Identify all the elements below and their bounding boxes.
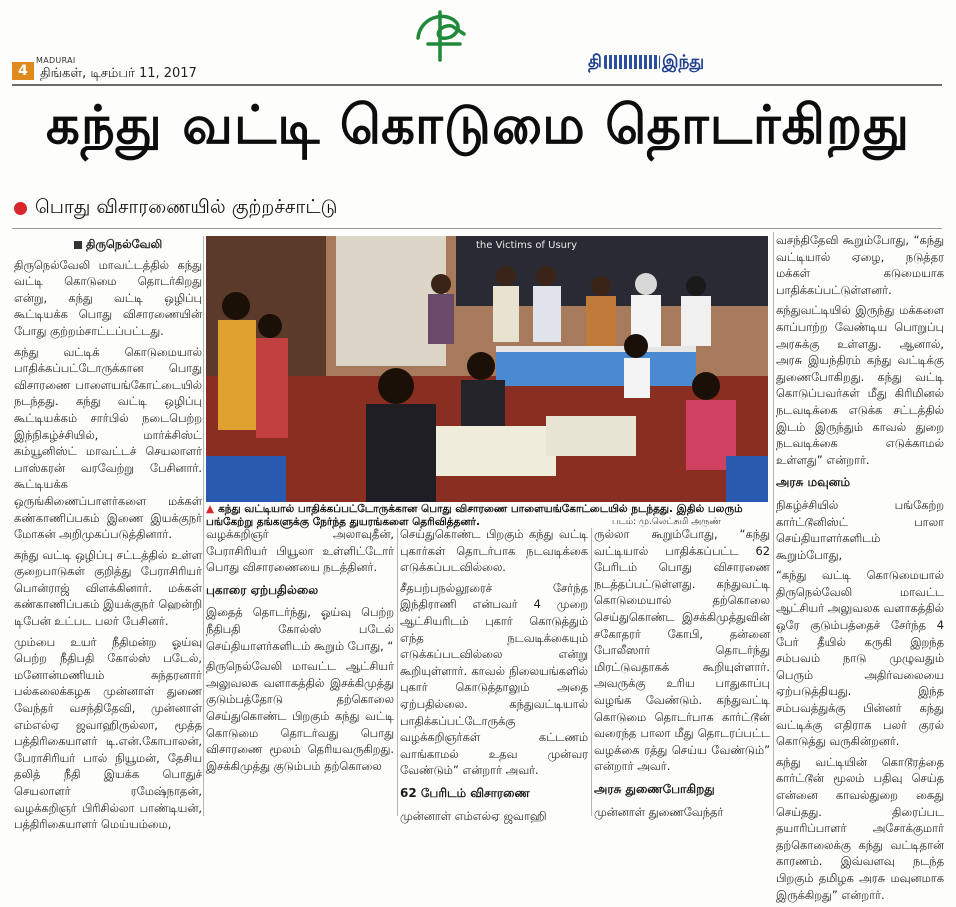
column-divider bbox=[591, 528, 592, 816]
column-divider bbox=[397, 528, 398, 816]
article-column-1 bbox=[14, 236, 202, 837]
paragraph: ருல்லா கூறும்போது, “கந்து வட்டியால் பாதிக்கப்பட்ட 62 பேரிடம் பொது விசாரணை நடத்தப்பட்டுள்ளது. கந்துவட்டி கொடுமையால் தற்கொலை செய்துகொண்ட இசக்கிமுத்துவின் சகோதரர் கோபி, தன்னை போலீஸார் தொடர்ந்து மிரட்டுவதாகக் கூறியுள்ளார். அவருக்கு உரிய பாதுகாப்பு வழங்க வேண்டும். கந்துவட்டி கொடுமை தொடர்பாக கார்ட்டூன் வரைந்த பாலா மீது தொடரப்பட்ட வழக்கை ரத்து செய்ய வேண்டும்” என்றார் அவர். bbox=[594, 527, 770, 774]
brand-logo-icon bbox=[604, 55, 660, 69]
banner-text: the Victims of Usury bbox=[476, 240, 578, 251]
paragraph: “கந்து வட்டி கொடுமையால் திருநெல்வேலி மாவட்ட ஆட்சியர் அலுவலக வளாகத்தில் ஒரே குடும்பத்தைச் சேர்ந்த 4 பேர் தீயில் கருகி இறந்த சம்பவம் நாடு முழுவதும் பெரும் அதிர்வலையை ஏற்படுத்தியது. இந்த சம்பவத்துக்கு பின்னர் கந்து வட்டிக்கு எதிராக பலர் குரல் கொடுத்து வருகின்றனர். bbox=[776, 568, 945, 749]
masthead-rule bbox=[12, 84, 942, 86]
dateline: திருநெல்வேலி bbox=[14, 236, 202, 253]
paragraph: மும்பை உயர் நீதிமன்ற ஓய்வு பெற்ற நீதிபதி கோல்ஸ் படேல், மனோன்மணியம் சுந்தரனார் பல்கலைக்கழக முன்னாள் துணை வேந்தர் வசந்திதேவி, முன்னாள் எம்எல்ஏ ஜவாஹிருல்லா, மூத்த பத்திரிகையாளர் டி.என்.கோபாலன், பேராசிரியர் பால் நியூமன், தேசிய தலித் நீதி இயக்க பொதுச் செயலாளர் ரமேஷ்நாதன், வழக்கறிஞர் பிரிசில்லா பாண்டியன், பத்திரிகையாளர் மெய்யம்மை, bbox=[14, 634, 202, 832]
subhead-rule bbox=[12, 228, 942, 229]
subheadline-text: பொது விசாரணையில் குற்றச்சாட்டு bbox=[35, 196, 338, 218]
crosshead: அரசு மவுனம் bbox=[776, 475, 850, 490]
caption-triangle-icon: ▲ bbox=[206, 503, 215, 515]
page-number: 4 bbox=[12, 62, 34, 80]
paragraph: சீதபற்பநல்லூரைச் சேர்ந்த இந்திராணி என்பவர் 4 முறை ஆட்சியரிடம் புகார் கொடுத்தும் எந்த நடவடிக்கையும் எடுக்கப்படவில்லை என்று கூறியுள்ளார். காவல் நிலையங்களில் புகார் கொடுத்தாலும் அதை ஏற்பதில்லை. கந்துவட்டியால் பாதிக்கப்பட்டோருக்கு வழக்கறிஞர்கள் கட்டணம் வாங்காமல் உதவ முன்வர வேண்டும்” என்றார் அவர். bbox=[400, 580, 588, 778]
article-column-5 bbox=[776, 232, 944, 907]
edition-label: MADURAI bbox=[36, 56, 76, 65]
paragraph: முன்னாள் எம்எல்ஏ ஜவாஹி bbox=[400, 808, 547, 823]
photo-caption: ▲ கந்து வட்டியால் பாதிக்கப்பட்டோருக்கான பொது விசாரணை பாளையங்கோட்டையில் நடந்தது. இதில் பலரும் பங்கேற்று தங்களுக்கு நேர்ந்த துயரங்களை தெரிவித்தனர். bbox=[206, 503, 743, 528]
red-bullet-icon bbox=[14, 202, 27, 215]
brand-left-text: தி bbox=[588, 52, 602, 72]
crosshead: புகாரை ஏற்பதில்லை bbox=[206, 582, 319, 597]
paragraph: நிகழ்ச்சியில் பங்கேற்ற கார்ட்டூனிஸ்ட் பாலா செய்தியாளர்களிடம் கூறும்போது, bbox=[776, 497, 944, 562]
paragraph: கந்து வட்டியின் கொடூரத்தை கார்ட்டூன் மூலம் பதிவு செய்த என்னை காவல்துறை கைது செய்தது. திரைப்பட தயாரிப்பாளர் அசோக்குமார் தற்கொலைக்கு கந்து வட்டிதான் காரணம். இவ்வளவு நடந்த பிறகும் தமிழக அரசு மவுனமாக இருக்கிறது” என்றார். bbox=[776, 754, 944, 902]
masthead bbox=[0, 0, 956, 82]
photo-credit: படம்: மு.லெட்சுமி அருண் bbox=[612, 517, 721, 527]
column-divider bbox=[203, 236, 204, 816]
news-photo bbox=[206, 236, 768, 502]
issue-date: திங்கள், டிசம்பர் 11, 2017 bbox=[40, 66, 197, 81]
headline: கந்து வட்டி கொடுமை தொடர்கிறது bbox=[45, 95, 911, 156]
article-column-3 bbox=[400, 526, 588, 828]
article-column-4 bbox=[594, 526, 770, 824]
paragraph: செய்துகொண்ட பிறகும் கந்து வட்டி புகார்கள் தொடர்பாக நடவடிக்கை எடுக்கப்படவில்லை. bbox=[400, 527, 588, 575]
photo-illustration bbox=[206, 236, 768, 502]
handwritten-mark-icon bbox=[410, 4, 472, 66]
column-divider bbox=[773, 232, 774, 816]
paragraph: கந்துவட்டியில் இருந்து மக்களை காப்பாற்ற வேண்டிய பொறுப்பு அரசுக்கு உள்ளது. ஆனால், அரசு இயந்திரம் கந்து வட்டிக்கு துணைபோகிறது. கந்து வட்டி கொடுப்பவர்கள் மீது கிரிமினல் நடவடிக்கை எடுக்க சட்டத்தில் இடம் இருந்தும் காவல் துறை நடவடிக்கை எடுக்காமல் உள்ளது” என்றார். bbox=[776, 303, 944, 467]
article-column-2 bbox=[206, 526, 394, 778]
paragraph: திருநெல்வேலி மாவட்ட ஆட்சியர் அலுவலக வளாகத்தில் இசக்கிமுத்து குடும்பத்தோடு தற்கொலை செய்துகொண்ட பிறகும் கந்து வட்டி கொடுமை தொடர்வது பொது விசாரணை மூலம் தெரியவருகிறது. இசக்கிமுத்து குடும்பம் தற்கொலை bbox=[206, 659, 394, 773]
paragraph: இதைத் தொடர்ந்து, ஓய்வு பெற்ற நீதிபதி கோல்ஸ் படேல் செய்தியாளர்களிடம் கூறும் போது, “ bbox=[206, 605, 394, 653]
newspaper-brand bbox=[588, 52, 704, 74]
dateline-square-icon bbox=[74, 241, 82, 249]
paragraph: வசந்திதேவி கூறும்போது, “கந்து வட்டியால் ஏழை, நடுத்தர மக்கள் கடுமையாக பாதிக்கப்பட்டுள்ளனர். bbox=[776, 233, 944, 297]
paragraph: கந்து வட்டிக் கொடுமையால் பாதிக்கப்பட்டோருக்கான பொது விசாரணை பாளையங்கோட்டையில் நடந்தது. கந்து வட்டி ஒழிப்பு கூட்டியக்கம் சார்பில் நடைபெற்ற இந்நிகழ்ச்சியில், மார்க்சிஸ்ட் கம்யூனிஸ்ட் மாவட்டச் செயலாளர் பாஸ்கரன் வரவேற்று பேசினார். கூட்டியக்க ஒருங்கிணைப்பாளர்களை மக்கள் கண்காணிப்பகம் இணை இயக்குநர் மோகன் அறிமுகப்படுத்தினார். bbox=[14, 344, 202, 542]
paragraph: கந்து வட்டி ஒழிப்பு சட்டத்தில் உள்ள குறைபாடுகள் குறித்து பேராசிரியர் பொன்ராஜ் விளக்கினார். மக்கள் கண்காணிப்பகம் இயக்குநர் ஹென்றி டிபேன் உட்பட பலர் பேசினர். bbox=[14, 547, 202, 629]
paragraph: வழக்கறிஞர் அலாவுதீன், பேராசிரியர் பியூலா உள்ளிட்டோர் பொது விசாரணையை நடத்தினர். bbox=[206, 527, 394, 575]
paragraph: திருநெல்வேலி மாவட்டத்தில் கந்து வட்டி கொடுமை தொடர்கிறது என்று, கந்து வட்டி ஒழிப்பு கூட்டியக்க பொது விசாரணையின் போது குற்றம்சாட்டப்பட்டது. bbox=[14, 257, 202, 338]
crosshead: 62 பேரிடம் விசாரணை bbox=[400, 785, 530, 800]
brand-right-text: இந்து bbox=[661, 52, 705, 72]
crosshead: அரசு துணைபோகிறது bbox=[594, 781, 715, 796]
subheadline bbox=[14, 196, 337, 221]
paragraph: முன்னாள் துணைவேந்தர் bbox=[594, 804, 724, 819]
